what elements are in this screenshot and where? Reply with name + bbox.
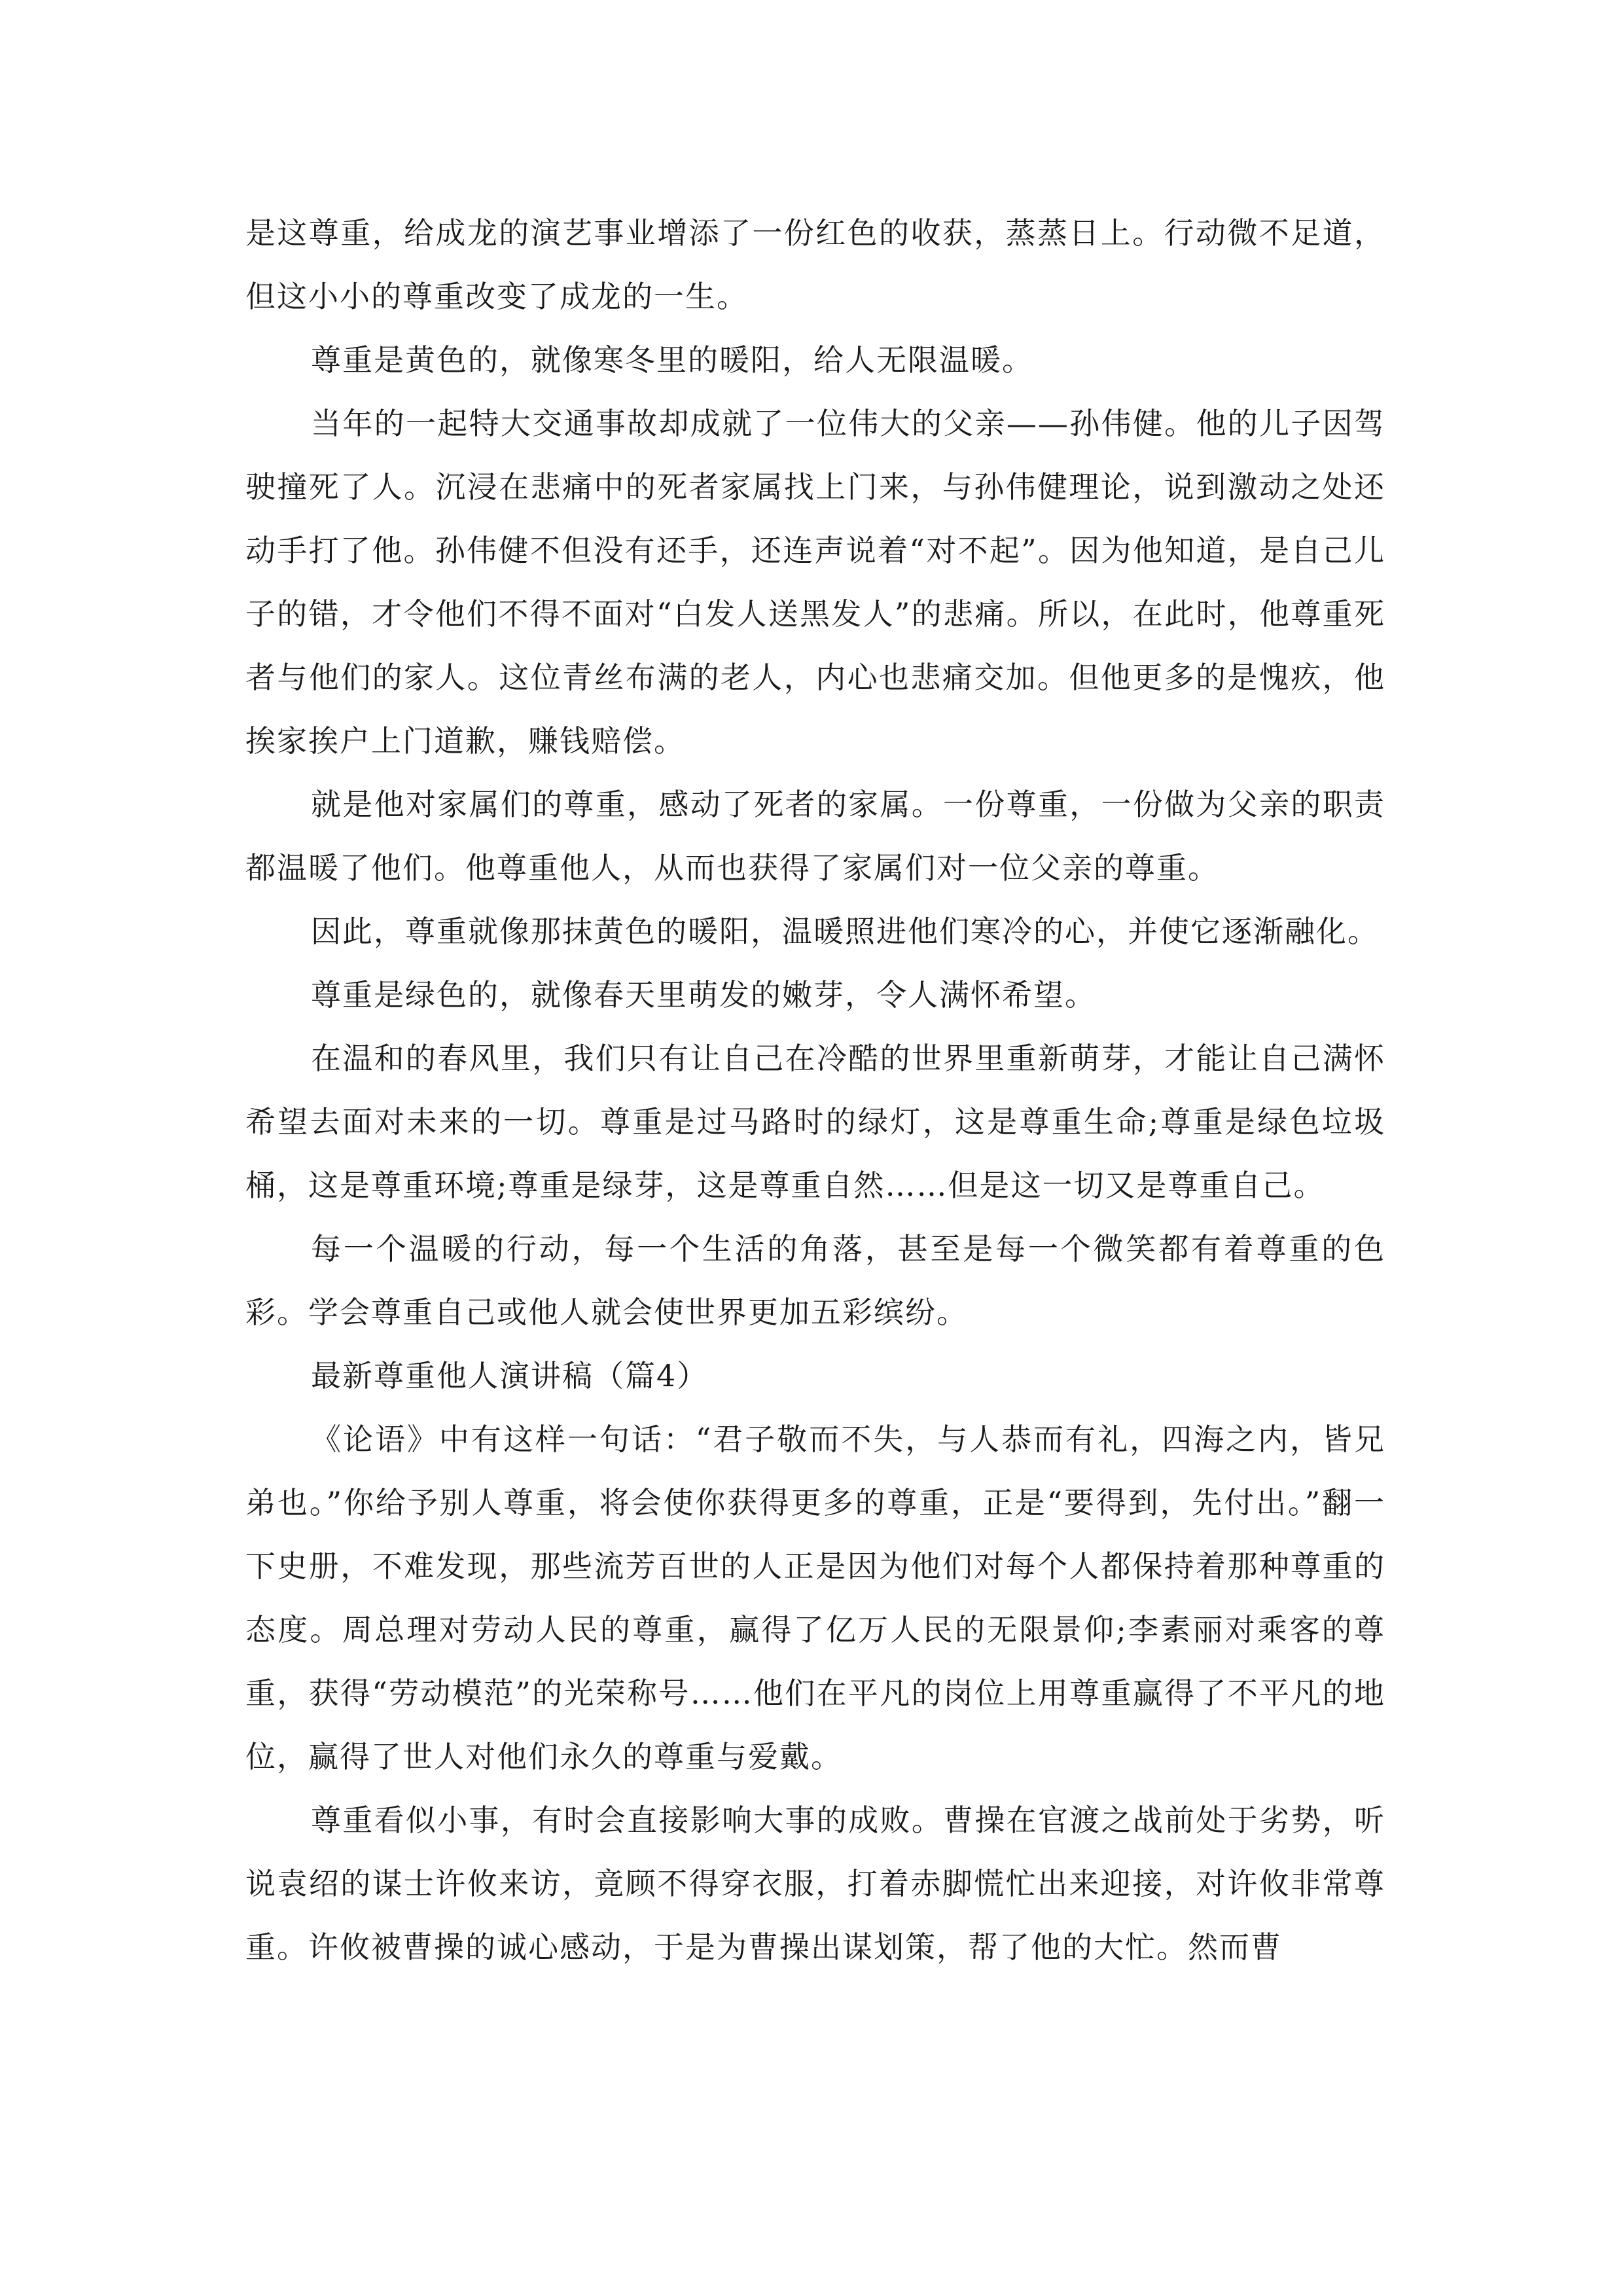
paragraph-4: 就是他对家属们的尊重，感动了死者的家属。一份尊重，一份做为父亲的职责都温暖了他们。他尊重他人，从而也获得了家属们对一位父亲的尊重。 [245, 787, 1385, 886]
paragraph-9: 《论语》中有这样一句话：“君子敬而不失，与人恭而有礼，四海之内，皆兄弟也。”你给予别人尊重，将会使你获得更多的尊重，正是“要得到，先付出。”翻一下史册，不难发现，那些流芳百世的人正是因为他们对每个人都保持着那种尊重的态度。周总理对劳动人民的尊重，赢得了亿万人民的无限景仰;李素丽对乘客的尊重，获得“劳动模范”的光荣称号……他们在平凡的岗位上用尊重赢得了不平凡的地位，赢得了世人对他们永久的尊重与爱戴。 [245, 1422, 1385, 1774]
section-heading: 最新尊重他人演讲稿（篇4） [311, 1358, 709, 1393]
paragraph-7: 在温和的春风里，我们只有让自己在冷酷的世界里重新萌芽，才能让自己满怀希望去面对未来的一切。尊重是过马路时的绿灯，这是尊重生命;尊重是绿色垃圾桶，这是尊重环境;尊重是绿芽，这是尊重自然……但是这一切又是尊重自己。 [245, 1041, 1385, 1203]
paragraph-3: 当年的一起特大交通事故却成就了一位伟大的父亲——孙伟健。他的儿子因驾驶撞死了人。沉浸在悲痛中的死者家属找上门来，与孙伟健理论，说到激动之处还动手打了他。孙伟健不但没有还手，还连声说着“对不起”。因为他知道，是自己儿子的错，才令他们不得不面对“白发人送黑发人”的悲痛。所以，在此时，他尊重死者与他们的家人。这位青丝布满的老人，内心也悲痛交加。但他更多的是愧疚，他挨家挨户上门道歉，赚钱赔偿。 [245, 406, 1385, 759]
paragraph-2: 尊重是黄色的，就像寒冬里的暖阳，给人无限温暖。 [311, 342, 1033, 378]
paragraph-1: 是这尊重，给成龙的演艺事业增添了一份红色的收获，蒸蒸日上。行动微不足道，但这小小的尊重改变了成龙的一生。 [245, 215, 1385, 314]
paragraph-6: 尊重是绿色的，就像春天里萌发的嫩芽，令人满怀希望。 [311, 977, 1096, 1013]
paragraph-8: 每一个温暖的行动，每一个生活的角落，甚至是每一个微笑都有着尊重的色彩。学会尊重自己或他人就会使世界更加五彩缤纷。 [245, 1231, 1385, 1330]
paragraph-5: 因此，尊重就像那抹黄色的暖阳，温暖照进他们寒冷的心，并使它逐渐融化。 [311, 914, 1379, 949]
document-body [245, 202, 1385, 1979]
paragraph-10: 尊重看似小事，有时会直接影响大事的成败。曹操在官渡之战前处于劣势，听说袁绍的谋士许攸来访，竟顾不得穿衣服，打着赤脚慌忙出来迎接，对许攸非常尊重。许攸被曹操的诚心感动，于是为曹操出谋划策，帮了他的大忙。然而曹 [245, 1803, 1385, 1965]
